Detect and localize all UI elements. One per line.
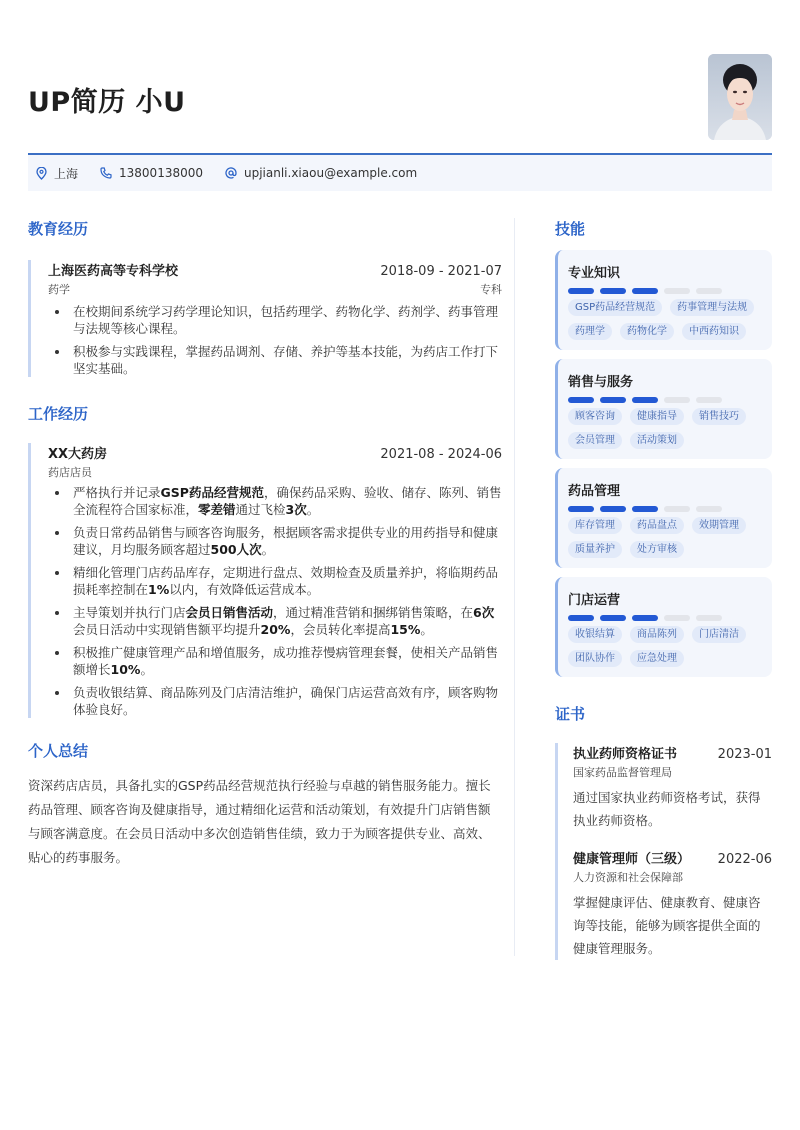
contact-email[interactable] [225, 166, 417, 180]
skill-card [555, 359, 772, 459]
skill-group-name: 专业知识 [568, 266, 621, 281]
certificate-date: 2023-01 [717, 747, 772, 762]
side-column [555, 216, 772, 960]
summary-text: 资深药店店员，具备扎实的GSP药品经营规范执行经验与卓越的销售服务能力。擅长药品管理、顾客咨询及健康指导，通过精细化运营和活动策划，有效提升门店销售额与顾客满意度。在会员日活动中多次创造销售佳绩，致力于为顾客提供专业、高效、贴心的药事服务。 [28, 778, 491, 865]
skill-level-segment [696, 397, 722, 403]
work-date: 2021-08 - 2024-06 [380, 447, 502, 462]
summary-title: 个人总结 [28, 742, 89, 760]
contact-phone[interactable] [100, 166, 203, 180]
skill-level-segment [568, 615, 594, 621]
company-name: XX大药房 [48, 447, 108, 462]
skill-card [555, 577, 772, 677]
contact-bar [28, 153, 772, 191]
skill-level-segment [568, 288, 594, 294]
skill-tag: 销售技巧 [692, 408, 746, 425]
skill-tags [568, 408, 760, 449]
skill-tag: 活动策划 [630, 432, 684, 449]
skill-level-segment [664, 615, 690, 621]
work-title: 工作经历 [28, 405, 89, 423]
certificate-desc: 通过国家执业药师资格考试，获得执业药师资格。 [573, 790, 761, 828]
skills-title: 技能 [555, 220, 586, 238]
skill-tag: 药理学 [568, 323, 612, 340]
school-name: 上海医药高等专科学校 [48, 264, 179, 279]
skill-tag: 效期管理 [692, 517, 746, 534]
location-pin-icon [36, 167, 47, 180]
certificate-entry [555, 743, 772, 960]
candidate-name: UP简历 小U [28, 87, 186, 118]
skill-tags [568, 299, 760, 340]
skill-group-name: 门店运营 [568, 593, 621, 608]
portrait-image [708, 54, 772, 140]
skill-tag: 门店清洁 [692, 626, 746, 643]
work-bullets [48, 484, 502, 718]
skill-tag: GSP药品经营规范 [568, 299, 662, 316]
skill-tag: 药物化学 [620, 323, 674, 340]
email-text: upjianli.xiaou@example.com [244, 166, 418, 180]
skill-tag: 商品陈列 [630, 626, 684, 643]
education-entry [28, 260, 502, 377]
main-column [28, 216, 502, 870]
work-bullet: 精细化管理门店药品库存，定期进行盘点、效期检查及质量养护，将临期药品损耗率控制在1%以内，有效降低运营成本。 [48, 564, 502, 598]
work-bullet: 积极推广健康管理产品和增值服务，成功推荐慢病管理套餐，使相关产品销售额增长10%。 [48, 644, 502, 678]
education-section [28, 216, 502, 377]
skill-group-name: 药品管理 [568, 484, 621, 499]
phone-text: 13800138000 [119, 166, 203, 180]
certificate-name: 健康管理师（三级） [573, 852, 691, 867]
certificates-title: 证书 [555, 705, 586, 723]
skill-tag: 收银结算 [568, 626, 622, 643]
skill-level-segment [696, 506, 722, 512]
degree: 专科 [480, 283, 502, 296]
skill-card [555, 250, 772, 350]
skill-level-segment [664, 397, 690, 403]
certificate-name: 执业药师资格证书 [573, 747, 678, 762]
skill-level-meter [568, 397, 760, 403]
skill-level-segment [696, 288, 722, 294]
work-entry [28, 443, 502, 718]
contact-location [36, 165, 78, 182]
skill-level-segment [600, 397, 626, 403]
skill-tag: 会员管理 [568, 432, 622, 449]
phone-icon [100, 167, 112, 179]
skills-section [555, 216, 772, 677]
skill-level-segment [600, 506, 626, 512]
column-divider [514, 218, 515, 956]
work-bullet: 负责日常药品销售与顾客咨询服务，根据顾客需求提供专业的用药指导和健康建议，月均服务顾客超过500人次。 [48, 524, 502, 558]
skill-tag: 药品盘点 [630, 517, 684, 534]
work-bullet: 主导策划并执行门店会员日销售活动，通过精准营销和捆绑销售策略，在6次会员日活动中实现销售额平均提升20%，会员转化率提高15%。 [48, 604, 502, 638]
skill-tag: 健康指导 [630, 408, 684, 425]
certificate-issuer: 国家药品监督管理局 [573, 766, 672, 779]
skill-group-name: 销售与服务 [568, 375, 634, 390]
skill-tag: 质量养护 [568, 541, 622, 558]
skill-card [555, 468, 772, 568]
location-text: 上海 [54, 166, 79, 181]
skill-level-segment [664, 288, 690, 294]
skill-cards [555, 250, 772, 677]
skill-tag: 库存管理 [568, 517, 622, 534]
work-bullet: 严格执行并记录GSP药品经营规范，确保药品采购、验收、储存、陈列、销售全流程符合国家标准，零差错通过飞检3次。 [48, 484, 502, 518]
skill-level-segment [632, 506, 658, 512]
certificates-section [555, 701, 772, 960]
education-bullets [48, 303, 502, 377]
skill-tags [568, 626, 760, 667]
skill-level-meter [568, 506, 760, 512]
skill-level-segment [664, 506, 690, 512]
skill-level-segment [632, 615, 658, 621]
summary-section [28, 738, 502, 870]
skill-level-segment [632, 397, 658, 403]
profile-photo [708, 54, 772, 140]
skill-level-segment [568, 506, 594, 512]
skill-level-segment [632, 288, 658, 294]
education-title: 教育经历 [28, 220, 89, 238]
resume-header [28, 54, 772, 144]
certificate-desc: 掌握健康评估、健康教育、健康咨询等技能，能够为顾客提供全面的健康管理服务。 [573, 895, 761, 956]
skill-level-meter [568, 615, 760, 621]
work-section [28, 401, 502, 718]
work-bullet: 负责收银结算、商品陈列及门店清洁维护，确保门店运营高效有序，顾客购物体验良好。 [48, 684, 502, 718]
certificate-date: 2022-06 [717, 852, 772, 867]
skill-tag: 中西药知识 [682, 323, 746, 340]
skill-tag: 顾客咨询 [568, 408, 622, 425]
education-bullet: 在校期间系统学习药学理论知识，包括药理学、药物化学、药剂学、药事管理与法规等核心课程。 [48, 303, 502, 337]
job-role: 药店店员 [48, 466, 92, 479]
skill-tag: 处方审核 [630, 541, 684, 558]
skill-level-segment [600, 615, 626, 621]
skill-tag: 团队协作 [568, 650, 622, 667]
certificate-issuer: 人力资源和社会保障部 [573, 871, 683, 884]
skill-level-segment [600, 288, 626, 294]
skill-level-segment [696, 615, 722, 621]
skill-tag: 药事管理与法规 [670, 299, 754, 316]
education-bullet: 积极参与实践课程，掌握药品调剂、存储、养护等基本技能，为药店工作打下坚实基础。 [48, 343, 502, 377]
skill-tag: 应急处理 [630, 650, 684, 667]
education-date: 2018-09 - 2021-07 [380, 264, 502, 279]
skill-level-meter [568, 288, 760, 294]
skill-level-segment [568, 397, 594, 403]
skill-tags [568, 517, 760, 558]
major: 药学 [48, 283, 70, 296]
email-at-icon [225, 167, 237, 179]
